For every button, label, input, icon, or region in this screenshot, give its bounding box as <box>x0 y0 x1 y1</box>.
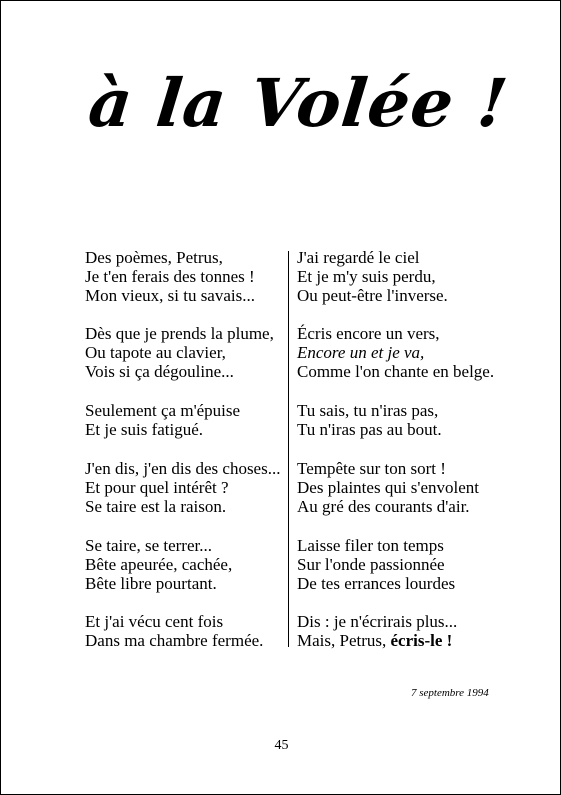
stanza <box>297 536 455 593</box>
stanza <box>85 536 232 593</box>
verse-line: Bête apeurée, cachée, <box>85 555 233 574</box>
verse-line: Et pour quel intérêt ? <box>85 478 229 497</box>
verse-line: Se taire, se terrer... <box>85 536 212 555</box>
stanza <box>85 248 255 305</box>
verse-line: Et j'ai vécu cent fois <box>85 612 224 631</box>
verse-line: Ou peut-être l'inverse. <box>297 286 448 305</box>
verse-line: De tes errances lourdes <box>297 574 456 593</box>
verse-line: Se taire est la raison. <box>85 497 227 516</box>
verse-line: Tempête sur ton sort ! <box>297 459 446 478</box>
verse-line: Seulement ça m'épuise <box>85 401 241 420</box>
verse-line: Écris encore un vers, <box>297 324 440 343</box>
verse-line-italic: Encore un et je va, <box>297 343 425 362</box>
verse-line: Au gré des courants d'air. <box>297 497 470 516</box>
verse-line-start: Mais, Petrus, <box>297 631 387 650</box>
verse-line-bold: écris-le ! <box>390 631 453 650</box>
verse-line: Dis : je n'écrirais plus... <box>297 612 458 631</box>
verse-line: Comme l'on chante en belge. <box>297 362 495 381</box>
stanza <box>85 459 280 516</box>
verse-line: Dans ma chambre fermée. <box>85 631 264 650</box>
verse-line: Dès que je prends la plume, <box>85 324 274 343</box>
verse-line: Et je suis fatigué. <box>85 420 204 439</box>
verse-line: J'en dis, j'en dis des choses... <box>85 459 281 478</box>
verse-line: Tu sais, tu n'iras pas, <box>297 401 439 420</box>
verse-line: Je t'en ferais des tonnes ! <box>85 267 255 286</box>
verse-line: J'ai regardé le ciel <box>297 248 420 267</box>
stanza <box>297 248 448 305</box>
verse-line: Vois si ça dégouline... <box>85 362 234 381</box>
stanza <box>85 401 240 439</box>
poem-date: 7 septembre 1994 <box>411 687 489 699</box>
poem-title: à la Volée ! <box>85 64 513 142</box>
stanza <box>85 612 263 650</box>
verse-line: Sur l'onde passionnée <box>297 555 445 574</box>
verse-line: Laisse filer ton temps <box>297 536 444 555</box>
verse-line: Et je m'y suis perdu, <box>297 267 436 286</box>
verse-line: Tu n'iras pas au bout. <box>297 420 442 439</box>
verse-line: Mon vieux, si tu savais... <box>85 286 255 305</box>
stanza <box>297 324 494 381</box>
column-divider <box>288 251 289 647</box>
verse-line-final <box>297 631 457 650</box>
stanza <box>85 324 274 381</box>
verse-line: Des poèmes, Petrus, <box>85 248 223 267</box>
verse-line: Ou tapote au clavier, <box>85 343 226 362</box>
stanza <box>297 459 479 516</box>
page-number: 45 <box>274 738 289 753</box>
stanza <box>297 612 457 650</box>
verse-line: Des plaintes qui s'envolent <box>297 478 480 497</box>
stanza <box>297 401 442 439</box>
verse-line: Bête libre pourtant. <box>85 574 217 593</box>
